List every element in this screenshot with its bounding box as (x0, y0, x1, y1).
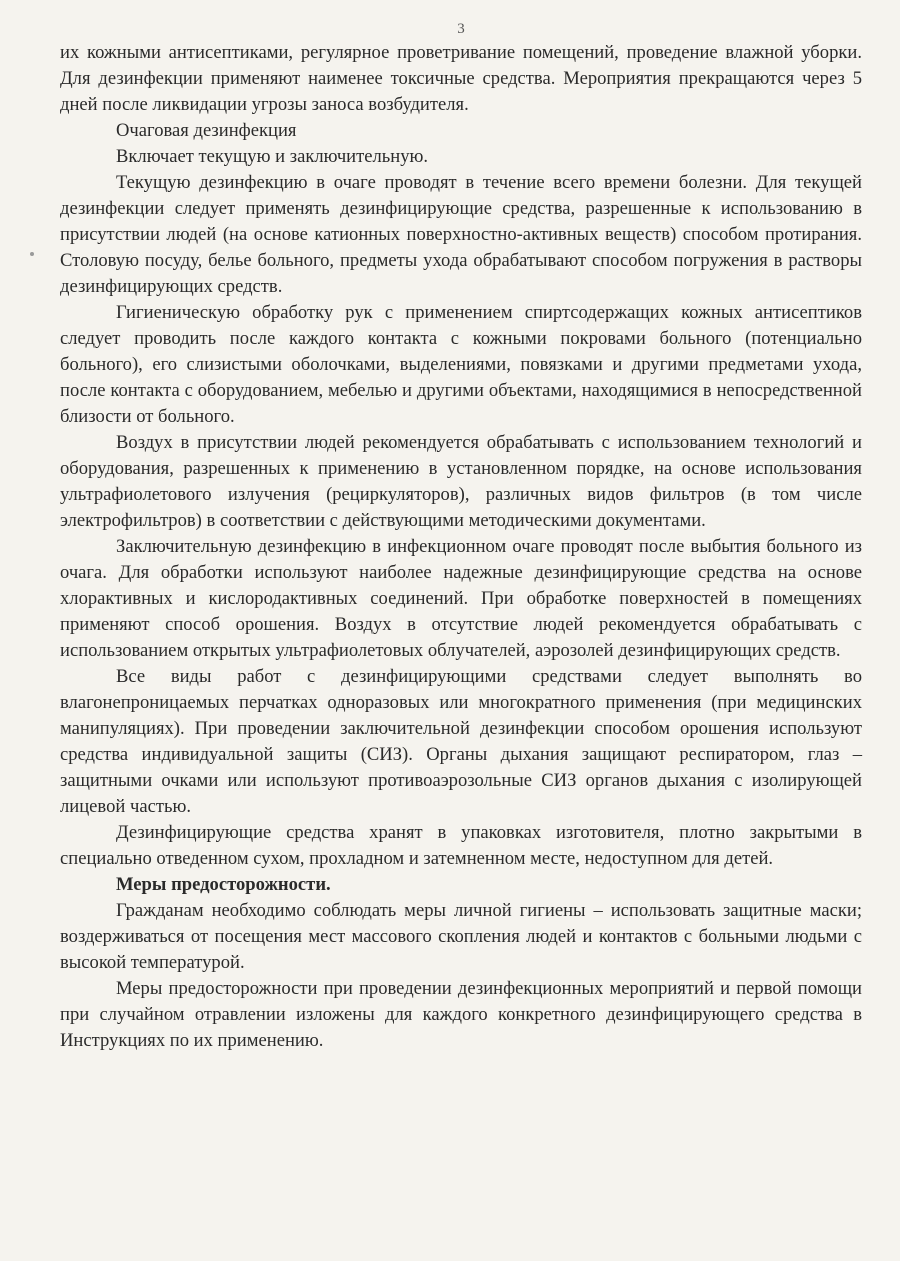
paragraph-current-disinfection: Текущую дезинфекцию в очаге проводят в течение всего времени болезни. Для текущей дезинфекции следует применять дезинфицирующие средства, разрешенные к использованию в присутствии людей (на основе катионных поверхностно-активных веществ) способом протирания. Столовую посуду, белье больного, предметы ухода обрабатывают способом погружения в растворы дезинфицирующих средств. (60, 172, 862, 297)
paragraph-includes: Включает текущую и заключительную. (116, 146, 429, 167)
paragraph-work-safety: Все виды работ с дезинфицирующими средствами следует выполнять во влагонепроницаемых перчатках одноразовых или многократного применения (при медицинских манипуляциях). При проведении заключительной дезинфекции способом орошения используют средства индивидуальной защиты (СИЗ). Органы дыхания защищают респиратором, глаз –защитными очками или используют противоаэрозольные СИЗ органов дыхания с изолирующей лицевой частью. (60, 666, 862, 817)
paragraph-air-treatment: Воздух в присутствии людей рекомендуется обрабатывать с использованием технологий и оборудования, разрешенных к применению в установленном порядке, на основе использования ультрафиолетового излучения (рециркуляторов), различных видов фильтров (в том числе электрофильтров) в соответствии с действующими методическими документами. (60, 432, 862, 531)
paragraph-hand-hygiene: Гигиеническую обработку рук с применением спиртсодержащих кожных антисептиков следует проводить после каждого контакта с кожными покровами больного (потенциально больного), его слизистыми оболочками, выделениями, повязками и другими предметами ухода, после контакта с оборудованием, мебелью и другими объектами, находящимися в непосредственной близости от больного. (60, 302, 862, 427)
paragraph-final-disinfection: Заключительную дезинфекцию в инфекционном очаге проводят после выбытия больного из очага. Для обработки используют наиболее надежные дезинфицирующие средства на основе хлорактивных и кислородактивных соединений. При обработке поверхностей в помещениях применяют способ орошения. Воздух в отсутствие людей рекомендуется обрабатывать с использованием открытых ультрафиолетовых облучателей, аэрозолей дезинфицирующих средств. (60, 536, 862, 661)
paragraph-continuation: их кожными антисептиками, регулярное проветривание помещений, проведение влажной уборки. Для дезинфекции применяют наименее токсичные средства. Мероприятия прекращаются через 5 дней после ликвидации угрозы заноса возбудителя. (60, 42, 862, 115)
heading-focal-disinfection: Очаговая дезинфекция (116, 120, 297, 141)
paragraph-instructions: Меры предосторожности при проведении дезинфекционных мероприятий и первой помощи при случайном отравлении изложены для каждого конкретного дезинфицирующего средства в Инструкциях по их применению. (60, 978, 862, 1051)
page-number: 3 (457, 21, 465, 37)
scan-speck (30, 252, 34, 256)
paragraph-storage: Дезинфицирующие средства хранят в упаковках изготовителя, плотно закрытыми в специально отведенном сухом, прохладном и затемненном месте, недоступном для детей. (60, 822, 862, 869)
paragraph-citizens: Гражданам необходимо соблюдать меры личной гигиены – использовать защитные маски; воздерживаться от посещения мест массового скопления людей и контактов с больными людьми с высокой температурой. (60, 900, 862, 973)
heading-precautions: Меры предосторожности. (116, 874, 331, 895)
